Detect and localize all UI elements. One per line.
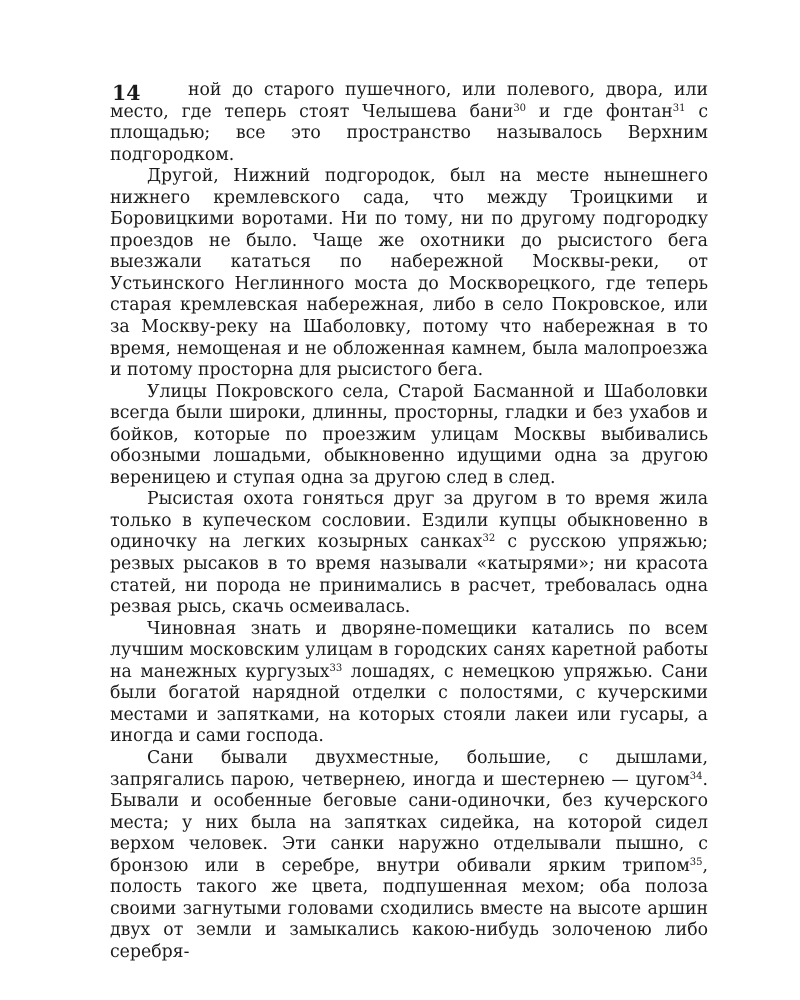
text-run: с русскою упряжью; резвых рысаков в то время называли «катырями»; ни красота статей, ни порода не принимались в расчет, требовалась одна резвая рысь, скачь осмеивалась. [110,532,709,618]
text-run: с площадью; все это пространство называлось Верхним подгородком. [110,101,709,165]
text-run: Чиновная знать и дворяне-помещики катались по всем лучшим московским улицам в городских санях каретной работы на манежных кургузых [110,618,708,682]
text-run: Рысистая охота гоняться друг за другом в то время жила только в купеческом сословии. Ездили купцы обыкновенно в одиночку на легких козырных санках [110,489,708,553]
text-run: Сани бывали двухместные, большие, с дышлами, запрягались парою, четвернею, иногда и шестернею — цугом [110,747,708,790]
text-run: Улицы Покровского села, Старой Басманной и Шаболовки всегда были широки, длинны, просторны, гладки и без ухабов и бойков, которые по проезжим улицам Москвы выбивались обозными лошадьми, обыкновенно идущими одна за другою вереницею и ступая одна за другою след в след. [110,381,708,488]
footnote-marker: 33 [329,662,343,674]
page-number: 14 [112,81,141,105]
text-run: лошадях, с немецкою упряжью. Сани были богатой нарядной отделки с полостями, с кучерскими местами и запятками, на которых стояли лакеи или гусары, а иногда и сами господа. [110,661,708,747]
text-run: ной до старого пушечного, или полевого, двора, или место, где теперь стоят Челышева бани [110,80,708,122]
paragraph [110,166,708,381]
footnote-marker: 32 [482,533,496,545]
footnote-marker: 31 [672,102,686,114]
footnote-marker: 35 [689,856,703,868]
footnote-marker: 34 [689,770,703,782]
footnote-marker: 30 [513,102,527,114]
text-run: и где фонтан [526,101,673,122]
body-text [110,80,708,963]
paragraph [110,748,708,963]
paragraph [110,489,708,618]
paragraph [110,80,708,166]
text-run: , полость такого же цвета, подпушенная мехом; оба полоза своими загнутыми головами сходились вместе на высоте аршин двух от земли и замыкались какою-нибудь золоченою либо серебря- [110,855,708,962]
paragraph [110,619,708,748]
paragraph [110,382,708,490]
text-run: . Бывали и особенные беговые сани-одиночки, без кучерского места; у них была на запятках сидейка, на которой сидел верхом человек. Эти санки наружно отделывали пышно, с бронзою или в серебре, внутри обивали ярким трипом [110,769,708,876]
text-run: Другой, Нижний подгородок, был на месте нынешнего нижнего кремлевского сада, что между Троицкими и Боровицкими воротами. Ни по тому, ни по другому подгородку проездов не было. Чаще же охотники до рысистого бега выезжали кататься по набережной Москвы-реки, от Устьинского Неглинного моста до Москворецкого, где теперь старая кремлевская набережная, либо в село Покровское, или за Москву-реку на Шаболовку, потому что набережная в то время, немощеная и не обложенная камнем, была малопроезжа и потому просторна для рысистого бега. [110,166,708,381]
